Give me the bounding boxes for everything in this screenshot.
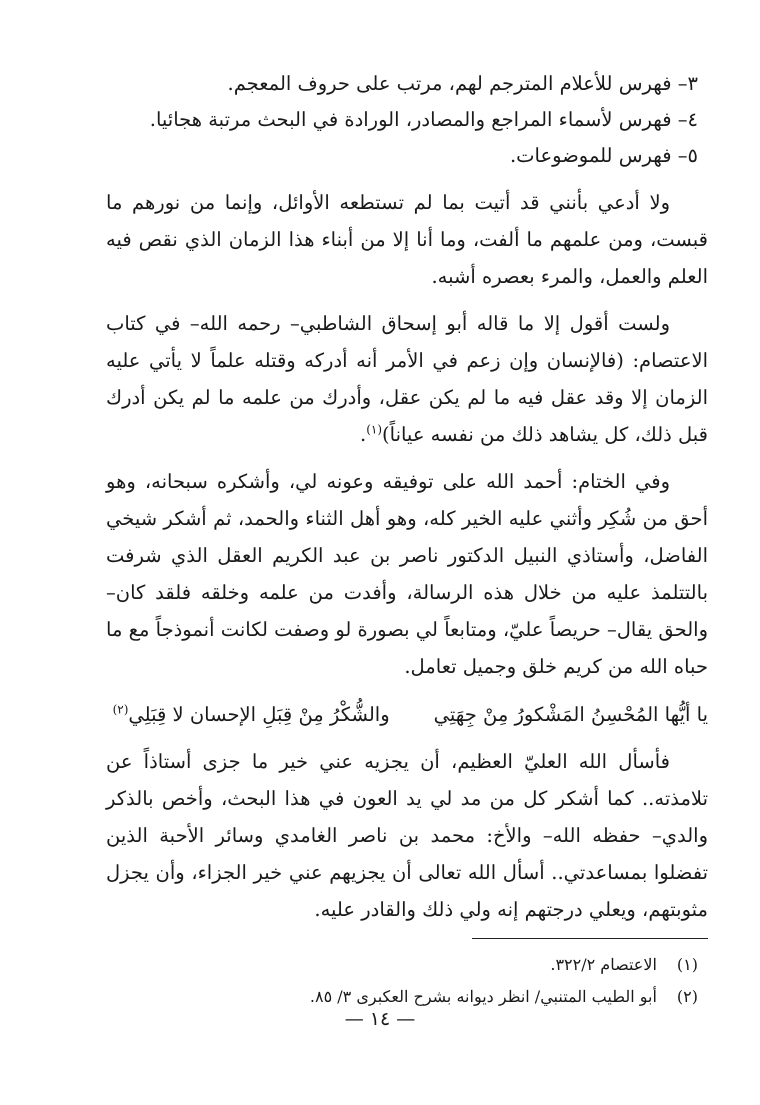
footnote-text: أبو الطيب المتنبي/ انظر ديوانه بشرح العكبرى ٣/ ٨٥. bbox=[309, 987, 657, 1006]
index-list bbox=[106, 66, 708, 174]
footnote-divider bbox=[472, 938, 708, 939]
paragraph-shatibi-quote bbox=[106, 305, 708, 453]
poetry-verse bbox=[106, 695, 708, 735]
paragraph-text: ولست أقول إلا ما قاله أبو إسحاق الشاطبي– رحمه الله– في كتاب الاعتصام: (فالإنسان وإن زعم في الأمر أنه أدركه وقتله علماً لا يأتي عليه الزمان إلا وقد عقل فيه ما لم يكن عقل، وأدرك من علمه ما لم يكن أدرك قبل ذلك، كل يشاهد ذلك من نفسه عياناً) bbox=[106, 312, 708, 446]
page-number: — ١٤ — bbox=[344, 1008, 416, 1030]
paragraph-text: فأسأل الله العليّ العظيم، أن يجزيه عني خير ما جزى أستاذاً عن تلامذته.. كما أشكر كل من مد لي يد العون في هذا البحث، وأخص بالذكر والدي– حفظه الله– والأخ: محمد بن ناصر الغامدي وسائر الأحبة الذين تفضلوا بمساعدتي.. أسأل الله تعالى أن يجزيهم عني خير الجزاء، وأن يجزل مثوبتهم، ويعلي درجتهم إنه ولي ذلك والقادر عليه. bbox=[106, 750, 708, 921]
footnote-number: (٢) bbox=[676, 987, 698, 1006]
footnote-1 bbox=[106, 949, 698, 981]
paragraph-conclusion bbox=[106, 463, 708, 685]
paragraph-text: وفي الختام: أحمد الله على توفيقه وعونه لي، وأشكره سبحانه، وهو أحق من شُكِر وأثني عليه الخير كله، وهو أهل الثناء والحمد، ثم أشكر شيخي الفاضل، وأستاذي النبيل الدكتور ناصر بن عبد الكريم العقل الذي شرفت بالتتلمذ عليه من خلال هذه الرسالة، وأفدت من علمه وخلقه فلقد كان– والحق يقال– حريصاً عليّ، ومتابعاً لي بصورة لو وصفت لكانت أنموذجاً مع ما حباه الله من كريم خلق وجميل تعامل. bbox=[106, 470, 708, 678]
footnote-text: الاعتصام ٣٢٢/٢. bbox=[550, 955, 657, 974]
paragraph-humility bbox=[106, 184, 708, 295]
paragraph-thanks bbox=[106, 743, 708, 928]
verse-hemistich-2 bbox=[113, 695, 390, 735]
footnote-number: (١) bbox=[676, 955, 698, 974]
list-item: ٣– فهرس للأعلام المترجم لهم، مرتب على حروف المعجم. bbox=[227, 72, 698, 95]
footnote-ref-1[interactable]: (١) bbox=[366, 422, 383, 437]
paragraph-end: . bbox=[359, 423, 367, 446]
list-item: ٥– فهرس للموضوعات. bbox=[509, 144, 698, 167]
paragraph-text: ولا أدعي بأنني قد أتيت بما لم تستطعه الأوائل، وإنما من نورهم ما قبست، ومن علمهم ما ألفت، وما أنا إلا من أبناء هذا الزمان الذي نقص فيه العلم والعمل، والمرء بعصره أشبه. bbox=[106, 191, 708, 288]
verse-text: والشُّكْرُ مِنْ قِبَلِ الإحسان لا قِبَلِي bbox=[128, 703, 390, 726]
list-item: ٤– فهرس لأسماء المراجع والمصادر، الورادة في البحث مرتبة هجائيا. bbox=[149, 108, 698, 131]
verse-hemistich-1: يا أيُّها المُحْسِنُ المَشْكورُ مِنْ جِهَتِي bbox=[433, 703, 708, 726]
footnote-ref-2[interactable]: (٢) bbox=[112, 702, 129, 717]
